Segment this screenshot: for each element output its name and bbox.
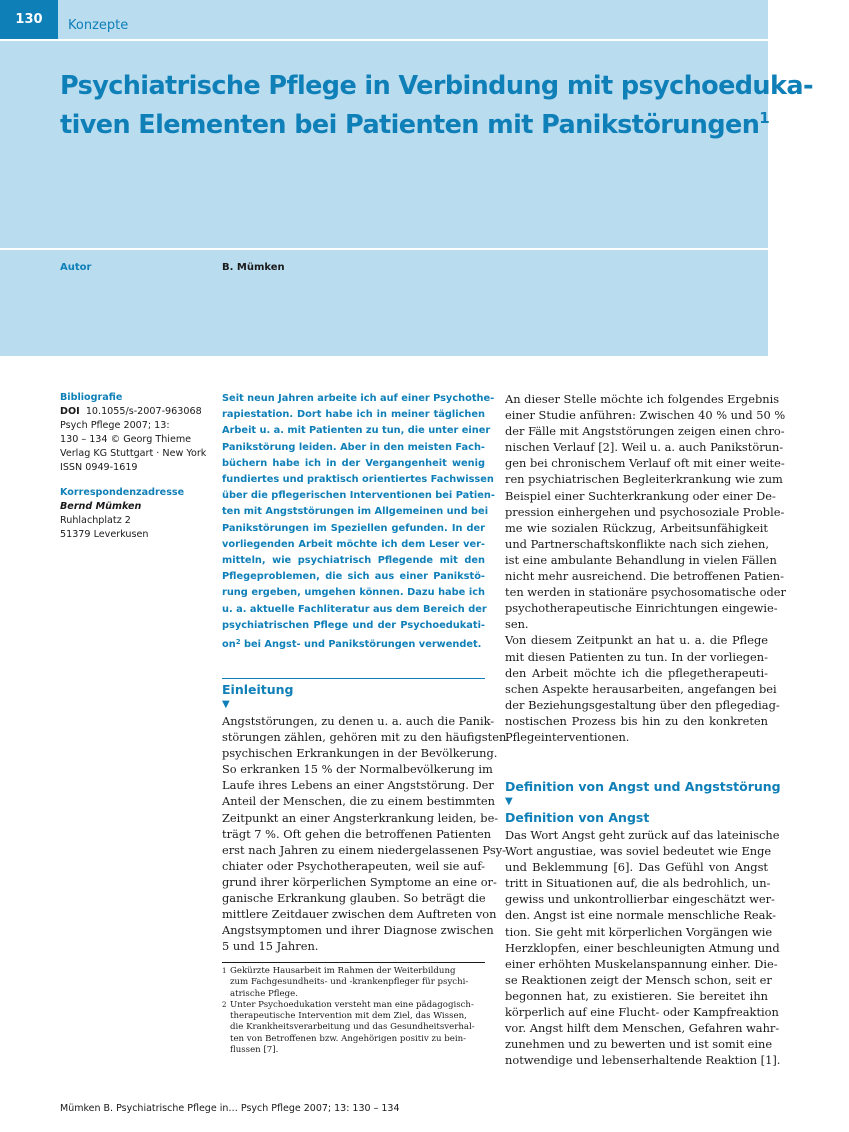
bib-line: ISSN 0949-1619 [60,462,138,473]
body-line: Von diesem Zeitpunkt an hat u. a. die Pflege [505,633,768,648]
abstract-last-prefix: on [222,639,236,651]
body-line: zunehmen und zu bewerten und ist somit eine [505,1037,773,1052]
abstract-line: Arbeit u. a. mit Patienten zu tun, die unter einer [222,425,491,437]
footnote-1 [222,966,485,1000]
body-line: und Beklemmung [6]. Das Gefühl von Angst [505,860,768,875]
bib-line: 130 – 134 © Georg Thieme [60,434,192,445]
abstract-line: vorliegenden Arbeit möchte ich dem Leser ver- [222,538,485,550]
title-line-2 [60,102,770,141]
body-line: einer erhöhten Muskelanspannung einher. Die- [505,956,778,971]
doi-value: 10.1055/s-2007-963068 [85,406,202,417]
abstract-line: Panikstörungen im Speziellen gefunden. In der [222,522,485,534]
body-line: pression einhergehen und psychosoziale Proble- [505,504,785,519]
abstract-line-last [222,634,485,653]
title-line-2-text: tiven Elementen bei Patienten mit Panikstörungen [60,110,760,140]
footnote-rule [222,962,485,963]
korrespondenz-heading: Korrespondenzadresse [60,487,185,498]
abstract-line: rapiestation. Dort habe ich in meiner täglichen [222,409,485,421]
body-line: gen bei chronischem Verlauf oft mit einer weite- [505,456,785,471]
body-line: Laufe ihres Lebens an einer Angststörung. Der [222,778,494,793]
author-band [0,250,768,356]
footnote-line: Gekürzte Hausarbeit im Rahmen der Weiterbildung [230,966,456,976]
body-line: psychotherapeutische Einrichtungen eingewie- [505,601,778,616]
body-line: tion. Sie geht mit körperlichen Vorgängen wie [505,924,773,939]
body-line: trägt 7 %. Oft gehen die betroffenen Patienten [222,826,492,841]
footnote-line: die Krankheitsverarbeitung und das Gesundheitsverhal- [230,1022,475,1033]
bib-line: Verlag KG Stuttgart · New York [60,448,207,459]
footnote-2-marker: 2 [235,638,241,647]
body-line: Zeitpunkt an einer Angsterkrankung leiden, be- [222,810,499,825]
body-line: sen. [505,617,529,632]
footnote-line: zum Fachgesundheits- und -krankenpfleger für psychi- [230,977,469,988]
author-name: B. Mümken [222,262,285,273]
einleitung-body [222,713,507,954]
body-line: Angstsymptomen und ihrer Diagnose zwischen [222,923,494,938]
abstract-line: über die pflegerischen Interventionen bei Patien- [222,490,495,502]
body-line: schen Aspekte herausarbeiten, angefangen bei [505,681,777,696]
footnote-number: 1 [222,967,227,975]
contact-name: Bernd Mümken [60,501,142,512]
body-line: Beispiel einer Suchterkrankung oder einer De- [505,488,776,503]
body-line: nicht mehr ausreichend. Die betroffenen Patien- [505,569,784,584]
title-line-1: Psychiatrische Pflege in Verbindung mit psychoeduka- [60,71,813,101]
abstract-line: u. a. aktuelle Fachliteratur aus dem Bereich der [222,603,487,615]
body-line: ist eine ambulante Behandlung in vielen Fällen [505,552,777,567]
footnote-line: therapeutische Intervention mit dem Ziel, das Wissen, [230,1011,467,1022]
body-line: An dieser Stelle möchte ich folgendes Ergebnis [505,392,780,406]
body-line: den Arbeit möchte ich die pflegetherapeuti- [505,665,768,680]
body-line: den. Angst ist eine normale menschliche Reak- [505,908,776,923]
doi-line [60,405,210,419]
body-line: begonnen hat, zu existieren. Sie bereitet ihn [505,988,768,1003]
body-line: me wie sozialen Rückzug, Arbeitsunfähigkeit [505,520,768,535]
body-line: ganische Erkrankung glauben. So beträgt die [222,891,486,906]
definition-subheading: Definition von Angst [505,810,650,825]
body-line: mittlere Zeitdauer zwischen dem Auftreten von [222,907,497,922]
triangle-down-icon: ▼ [222,699,230,710]
article-title [60,70,813,141]
bib-line: Psych Pflege 2007; 13: [60,420,170,431]
body-line: störungen zählen, gehören mit zu den häufigsten [222,730,507,745]
body-line: 5 und 15 Jahren. [222,939,319,954]
footnote-line: ten von Betroffenen bzw. Angehörigen positiv zu bein- [230,1033,467,1044]
body-line: chiater oder Psychotherapeuten, weil sie auf- [222,858,485,873]
body-line: Angststörungen, zu denen u. a. auch die Panik- [222,714,495,728]
section-divider [222,678,485,679]
definition-body [505,827,781,1068]
bibliografie-heading: Bibliografie [60,392,123,403]
address-line: Ruhlachplatz 2 [60,515,131,526]
body-line: Pflegeinterventionen. [505,729,630,744]
body-line: vor. Angst hilft dem Menschen, Gefahren wahr- [505,1021,780,1036]
body-line: der Fälle mit Angststörungen zeigen einen chro- [505,424,785,439]
body-line: nostischen Prozess bis hin zu den konkreten [505,713,768,728]
body-line: körperlich auf eine Flucht- oder Kampfreaktion [505,1005,779,1020]
abstract-line: rung ergeben, umgehen können. Dazu habe ich [222,587,485,599]
body-line: psychischen Erkrankungen in der Bevölkerung. [222,746,498,761]
section-label: Konzepte [68,18,129,33]
abstract-line: fundiertes und praktisch orientiertes Fachwissen [222,474,494,486]
abstract [222,391,495,653]
address-line: 51379 Leverkusen [60,529,149,540]
body-line: Das Wort Angst geht zurück auf das lateinische [505,828,780,842]
body-line: einer Studie anführen: Zwischen 40 % und 50 % [505,408,786,423]
body-line: Wort angustiae, was soviel bedeutet wie Enge [505,844,772,859]
abstract-line: mitteln, wie psychiatrisch Pflegende mit den [222,555,485,567]
definition-heading: Definition von Angst und Angststörung [505,779,781,794]
page-footer: Mümken B. Psychiatrische Pflege in… Psych Pflege 2007; 13: 130 – 134 [60,1103,400,1114]
footnote-line: flussen [7]. [230,1045,279,1056]
body-line: notwendige und lebenserhaltende Reaktion [1]. [505,1053,781,1068]
body-line: mit diesen Patienten zu tun. In der vorliegen- [505,649,768,664]
author-label: Autor [60,262,92,273]
triangle-down-icon: ▼ [505,796,513,807]
info-column [60,391,210,542]
abstract-line: Seit neun Jahren arbeite ich auf einer Psychothe- [222,393,495,404]
footnote-number: 2 [222,1000,227,1009]
title-footnote-marker: 1 [759,109,770,127]
abstract-last-suffix: bei Angst- und Panikstörungen verwendet. [240,639,482,651]
einleitung-heading: Einleitung [222,682,294,697]
body-line: der Beziehungsgestaltung über den pflegediag- [505,697,780,712]
page-number: 130 [0,0,58,39]
body-line: nischen Verlauf [2]. Weil u. a. auch Panikstörun- [505,440,784,455]
abstract-line: psychiatrischen Pflege und der Psychoedukati- [222,619,485,631]
abstract-line: ten mit Angststörungen im Allgemeinen und bei [222,506,489,518]
footnote-line: Unter Psychoedukation versteht man eine pädagogisch- [230,999,474,1010]
body-line: und Partnerschaftskonflikte nach sich ziehen, [505,536,769,551]
body-line: erst nach Jahren zu einem niedergelassenen Psy- [222,842,506,857]
body-line: Herzklopfen, einer beschleunigten Atmung und [505,940,780,955]
body-line: ren psychiatrischen Begleiterkrankung wie zum [505,472,783,487]
body-line: ten werden in stationäre psychosomatische oder [505,585,786,600]
right-column-intro [505,391,786,745]
abstract-line: büchern habe ich in der Vergangenheit wenig [222,457,485,469]
body-line: se Reaktionen zeigt der Mensch schon, seit er [505,972,772,987]
abstract-line: Panikstörung leiden. Aber in den meisten Fach- [222,441,485,453]
abstract-line: Pflegeproblemen, die sich aus einer Panikstö- [222,571,485,583]
body-line: Anteil der Menschen, die zu einem bestimmten [222,794,495,809]
body-line: tritt in Situationen auf, die als bedrohlich, un- [505,876,771,891]
footnote-2 [222,1000,485,1056]
footnotes [222,962,485,1056]
body-line: grund ihrer körperlichen Symptome an eine or- [222,874,497,889]
doi-label: DOI [60,406,80,417]
body-line: So erkranken 15 % der Normalbevölkerung im [222,762,493,777]
footnote-line: atrische Pflege. [230,988,298,999]
body-line: gewiss und unkontrollierbar eingeschätzt wer- [505,892,775,907]
